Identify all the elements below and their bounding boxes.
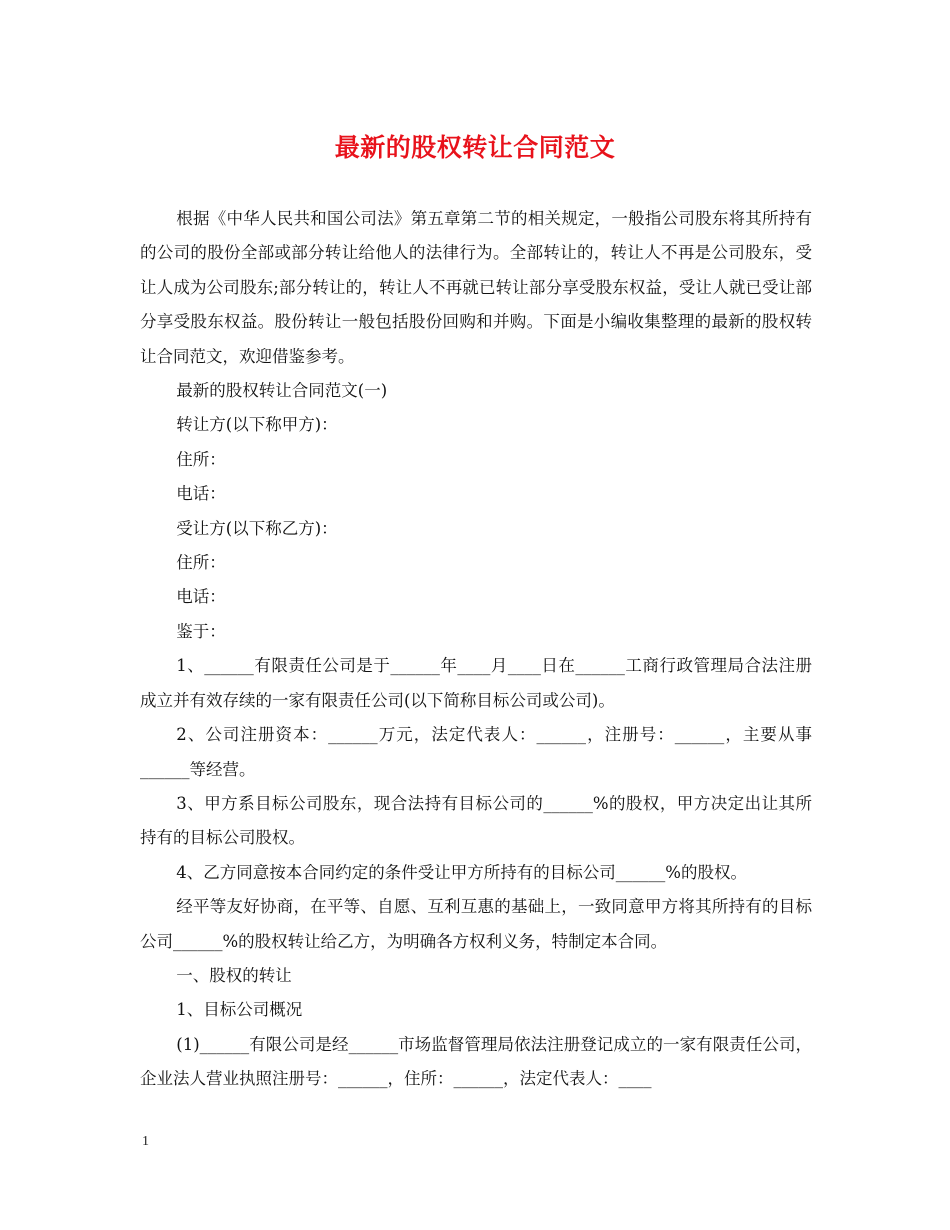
section-heading: 最新的股权转让合同范文(一) [176, 381, 388, 401]
transferee-address-line: 住所： [176, 553, 226, 573]
clause-paragraph: 1、______有限责任公司是于______年____月____日在______工商行政管理局合法注册成立并有效存续的一家有限责任公司(以下简称目标公司或公司)。 [140, 656, 812, 710]
document-title: 最新的股权转让合同范文 [334, 133, 616, 162]
clause-paragraph: 3、甲方系目标公司股东，现合法持有目标公司的______%的股权，甲方决定出让其所持有的目标公司股权。 [140, 793, 812, 848]
clause-paragraph: 4、乙方同意按本合同约定的条件受让甲方所持有的目标公司______%的股权。 [176, 862, 747, 882]
sub-heading: 1、目标公司概况 [176, 1000, 303, 1020]
page-number: 1 [142, 1134, 149, 1149]
document-body [140, 202, 812, 1097]
intro-paragraph: 根据《中华人民共和国公司法》第五章第二节的相关规定，一般指公司股东将其所持有的公司的股份全部或部分转让给他人的法律行为。全部转让的，转让人不再是公司股东，受让人成为公司股东;部分转让的，转让人不再就已转让部分享受股东权益，受让人就已受让部分享受股东权益。股份转让一般包括股份回购和并购。下面是小编收集整理的最新的股权转让合同范文，欢迎借鉴参考。 [140, 209, 812, 366]
transferor-address-line: 住所： [176, 449, 226, 469]
whereas-line: 鉴于： [176, 621, 226, 641]
transferee-line: 受让方(以下称乙方)： [176, 518, 338, 538]
transferor-line: 转让方(以下称甲方)： [176, 415, 338, 435]
article-heading: 一、股权的转让 [176, 965, 292, 985]
clause-paragraph: (1)______有限公司是经______市场监督管理局依法注册登记成立的一家有限责任公司，企业法人营业执照注册号：______，住所：______，法定代表人：____ [140, 1034, 812, 1089]
clause-paragraph: 2、公司注册资本：______万元，法定代表人：______，注册号：______，主要从事______等经营。 [140, 725, 812, 779]
agreement-paragraph: 经平等友好协商，在平等、自愿、互利互惠的基础上，一致同意甲方将其所持有的目标公司______%的股权转让给乙方，为明确各方权利义务，特制定本合同。 [140, 897, 812, 951]
transferor-phone-line: 电话： [176, 484, 226, 504]
transferee-phone-line: 电话： [176, 587, 226, 607]
